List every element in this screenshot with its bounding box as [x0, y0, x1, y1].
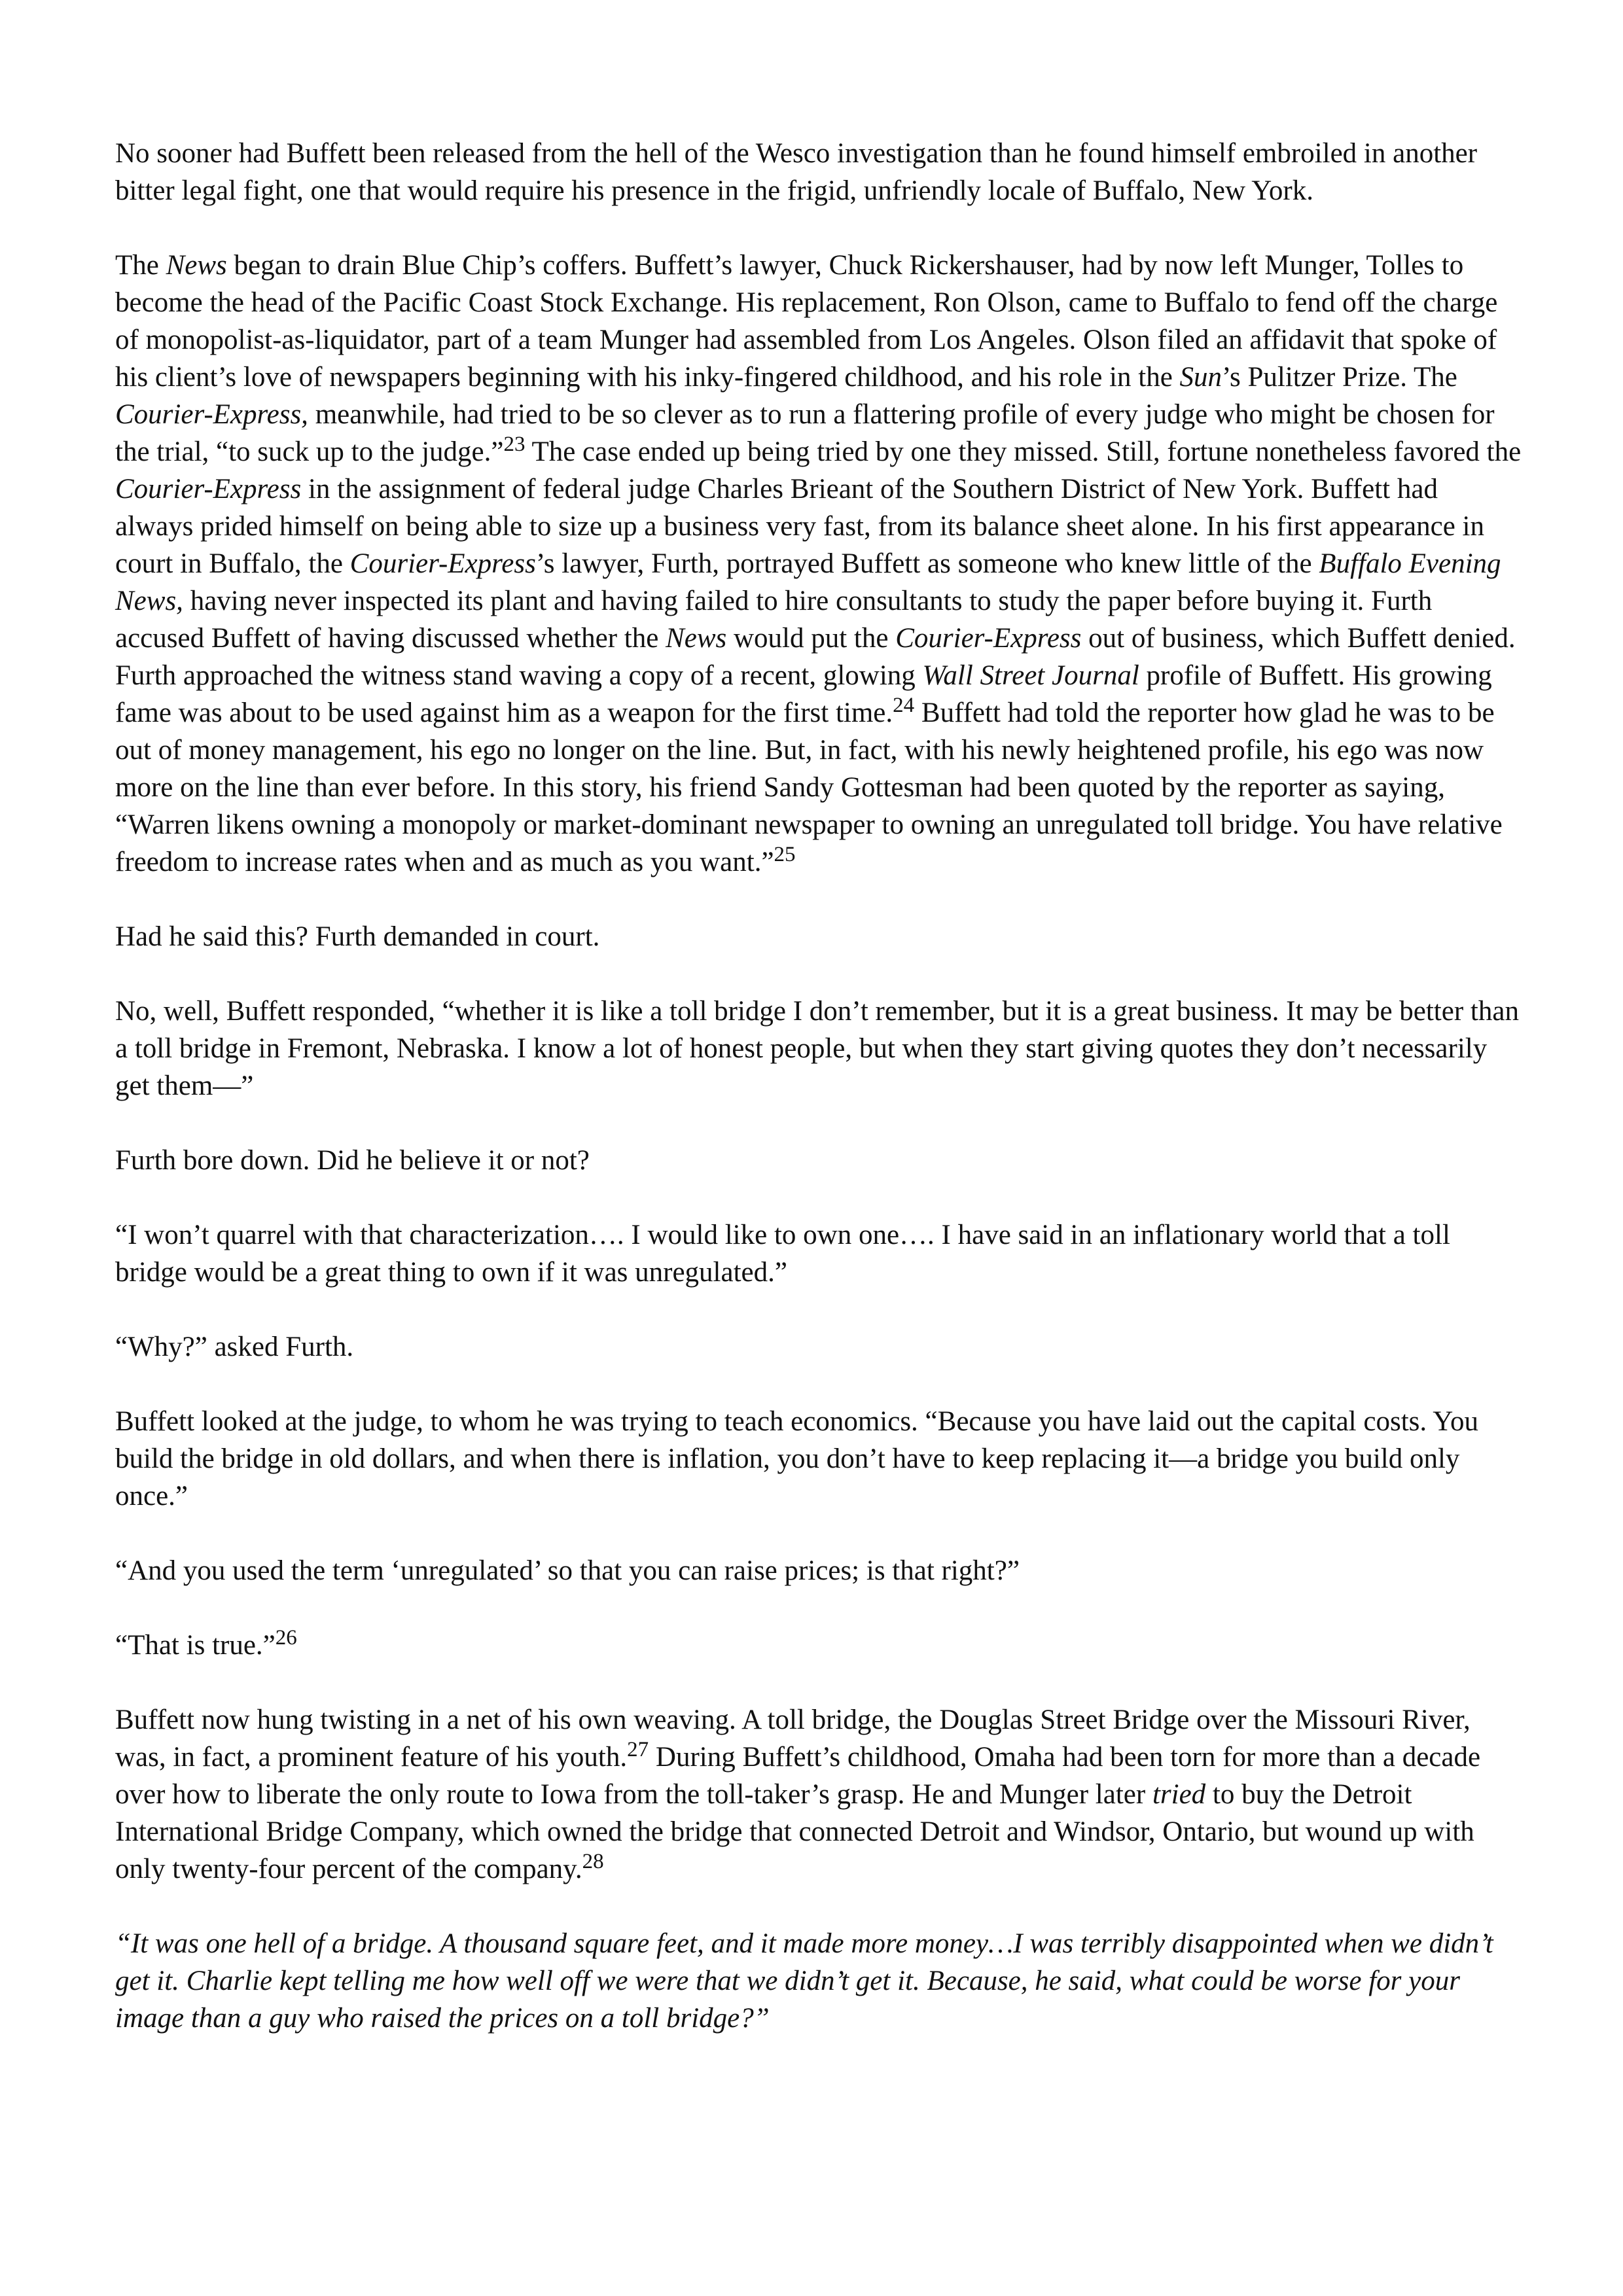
text-run: ’s Pulitzer Prize. The: [1222, 362, 1457, 393]
text-run: to buy the Detroit International Bridge Company, which owned the bridge that connected Detroit and Windsor, Ontario, but wound up with only twenty-four percent of the company.: [115, 1779, 1474, 1884]
body-paragraph: [115, 1701, 1522, 1888]
text-run: “It was one hell of a bridge. A thousand square feet, and it made more money…I was terribly disappointed when we didn’t get it. Charlie kept telling me how well off we were that we didn’t get it. Because, he said, what could be worse for your image than a guy who raised the prices on a toll bridge?”: [115, 1928, 1493, 2034]
text-run: in the assignment of federal judge Charles Brieant of the Southern District of New York. Buffett had always prided himself on being able to size up a business very fast, from its balance sheet alone. In his first appearance in court in Buffalo, the: [115, 474, 1485, 579]
block-quote-paragraph: [115, 1925, 1522, 2037]
text-run: No, well, Buffett responded, “whether it is like a toll bridge I don’t remember, but it is a great business. It may be better than a toll bridge in Fremont, Nebraska. I know a lot of honest people, but when they start giving quotes they don’t necessarily get them—”: [115, 996, 1519, 1101]
text-run: “That is true.”: [115, 1630, 276, 1661]
footnote-reference: 23: [503, 433, 526, 457]
body-paragraph: [115, 1328, 1522, 1366]
footnote-reference: 25: [774, 843, 796, 867]
text-run: meanwhile, had tried to be so clever as to run a flattering profile of every judge who might be chosen for the trial, “to suck up to the judge.”: [115, 399, 1495, 467]
body-paragraph: [115, 135, 1522, 209]
text-run: began to drain Blue Chip’s coffers. Buffett’s lawyer, Chuck Rickershauser, had by now left Munger, Tolles to become the head of the Pacific Coast Stock Exchange. His replacement, Ron Olson, came to Buffalo to fend off the charge of monopolist-as-liquidator, part of a team Munger had assembled from Los Angeles. Olson filed an affidavit that spoke of his client’s love of newspapers beginning with his inky-fingered childhood, and his role in the: [115, 250, 1498, 393]
footnote-reference: 28: [582, 1850, 604, 1874]
text-run: ’s lawyer, Furth, portrayed Buffett as someone who knew little of the: [535, 548, 1319, 579]
italic-text: News: [166, 250, 227, 281]
italic-text: tried: [1152, 1779, 1206, 1810]
italic-text: News: [666, 623, 727, 654]
text-run: No sooner had Buffett been released from the hell of the Wesco investigation than he found himself embroiled in another bitter legal fight, one that would require his presence in the frigid, unfriendly locale of Buffalo, New York.: [115, 138, 1478, 206]
footnote-reference: 26: [275, 1626, 297, 1650]
document-page: [115, 135, 1522, 2074]
text-run: Furth bore down. Did he believe it or not?: [115, 1145, 590, 1176]
body-paragraph: [115, 1627, 1522, 1664]
italic-text: Sun: [1179, 362, 1222, 393]
text-run: “Why?” asked Furth.: [115, 1332, 354, 1362]
italic-text: Wall Street Journal: [922, 660, 1139, 691]
footnote-reference: 27: [627, 1738, 649, 1762]
italic-text: Buffalo Evening News,: [115, 548, 1501, 616]
italic-text: Courier-Express: [349, 548, 536, 579]
body-paragraph: [115, 1216, 1522, 1291]
text-run: The: [115, 250, 166, 281]
text-run: Buffett now hung twisting in a net of his own weaving. A toll bridge, the Douglas Street Bridge over the Missouri River, was, in fact, a prominent feature of his youth.: [115, 1704, 1471, 1773]
body-paragraph: [115, 247, 1522, 881]
body-paragraph: [115, 1142, 1522, 1179]
text-run: Buffett had told the reporter how glad he was to be out of money management, his ego no longer on the line. But, in fact, with his newly heightened profile, his ego was now more on the line than ever before. In this story, his friend Sandy Gottesman had been quoted by the reporter as saying, “Warren likens owning a monopoly or market-dominant newspaper to owning an unregulated toll bridge. You have relative freedom to increase rates when and as much as you want.”: [115, 698, 1503, 877]
italic-text: Courier-Express,: [115, 399, 308, 430]
text-run: “And you used the term ‘unregulated’ so that you can raise prices; is that right?”: [115, 1555, 1020, 1586]
text-run: profile of Buffett. His growing fame was about to be used against him as a weapon for the first time.: [115, 660, 1492, 728]
body-paragraph: [115, 1403, 1522, 1515]
body-paragraph: [115, 918, 1522, 955]
body-paragraph: [115, 993, 1522, 1104]
italic-text: Courier-Express: [115, 474, 302, 504]
text-run: Had he said this? Furth demanded in court.: [115, 921, 600, 952]
body-paragraph: [115, 1552, 1522, 1589]
text-run: “I won’t quarrel with that characterization…. I would like to own one…. I have said in an inflationary world that a toll bridge would be a great thing to own if it was unregulated.”: [115, 1220, 1450, 1288]
text-run: During Buffett’s childhood, Omaha had been torn for more than a decade over how to liberate the only route to Iowa from the toll-taker’s grasp. He and Munger later: [115, 1742, 1481, 1810]
footnote-reference: 24: [893, 694, 915, 718]
text-run: Buffett looked at the judge, to whom he was trying to teach economics. “Because you have laid out the capital costs. You build the bridge in old dollars, and when there is inflation, you don’t have to keep replacing it—a bridge you build only once.”: [115, 1406, 1479, 1511]
text-run: would put the: [726, 623, 896, 654]
text-run: out of business, which Buffett denied. Furth approached the witness stand waving a copy of a recent, glowing: [115, 623, 1516, 691]
text-run: having never inspected its plant and having failed to hire consultants to study the paper before buying it. Furth accused Buffett of having discussed whether the: [115, 586, 1433, 654]
text-run: The case ended up being tried by one they missed. Still, fortune nonetheless favored the: [525, 436, 1522, 467]
italic-text: Courier-Express: [895, 623, 1082, 654]
